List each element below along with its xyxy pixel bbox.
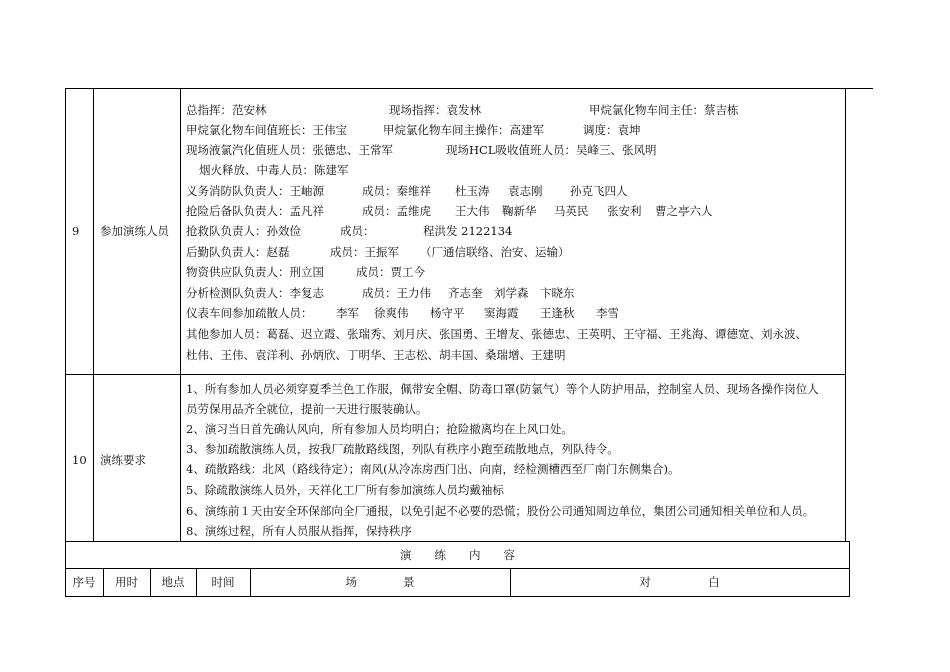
commander: 总指挥：范安林	[186, 103, 267, 117]
rescue-reserve-member-2: 王大伟	[455, 204, 490, 218]
requirement-1a: 1、所有参加人员必须穿夏季兰色工作服，佩带安全帽、防毒口罩(防氯气）等个人防护用品，控制室人员、现场各操作岗位人	[186, 382, 819, 396]
chlorine-duty-staff: 现场液氯汽化值班人员：张德忠、王常军	[186, 143, 393, 157]
content-bottom-border	[65, 596, 850, 597]
instrument-evacuee-3: 杨守平	[430, 306, 465, 320]
analysis-member-2: 齐志奎	[448, 286, 483, 300]
requirement-8: 8、演练过程，所有人员服从指挥，保持秩序	[186, 524, 412, 538]
fire-team-member-3: 袁志刚	[508, 184, 543, 198]
workshop-director: 甲烷氯化物车间主任：蔡吉栋	[589, 103, 739, 117]
header-location: 地点	[161, 575, 185, 589]
requirement-1b: 员劳保用品齐全就位，提前一天进行服装确认。	[186, 402, 428, 416]
header-duration: 用时	[115, 575, 138, 589]
rescue-reserve-member-5: 张安利	[607, 204, 642, 218]
first-aid-members-label: 成员：	[340, 224, 375, 238]
header-scene: 场 景	[345, 575, 415, 589]
other-participants-line-1: 其他参加人员：葛磊、迟立霞、张瑞秀、刘月庆、张国勇、王增友、张德忠、王英明、王守福、王兆海、谭德宽、刘永波、	[186, 327, 807, 341]
other-participants-line-2: 杜伟、王伟、袁洋利、孙炳欣、丁明华、王志松、胡丰国、桑瑞增、王建明	[186, 348, 566, 362]
site-commander: 现场指挥：袁发林	[389, 103, 481, 117]
requirement-3: 3、参加疏散演练人员，按我厂疏散路线图，列队有秩序小跑至疏散地点，列队待令。	[186, 442, 619, 456]
rescue-reserve-member-3: 鞠新华	[502, 204, 537, 218]
outer-left-border	[65, 88, 66, 542]
header-seq: 序号	[72, 575, 96, 589]
row-divider-9-10	[65, 374, 845, 375]
header-dialogue: 对 白	[639, 575, 720, 589]
requirement-5: 5、除疏散演练人员外，天祥化工厂所有参加演练人员均戴袖标	[186, 483, 504, 497]
supply-member: 成员：贾工今	[356, 265, 425, 279]
logistics-leader: 后勤队负责人：赵磊	[186, 245, 290, 259]
instrument-evacuee-4: 窦海霞	[484, 306, 519, 320]
rescue-reserve-member-1: 成员：孟维虎	[362, 204, 431, 218]
fire-team-member-4: 孙克飞四人	[570, 184, 628, 198]
logistics-duties: （厂通信联络、治安、运输）	[420, 245, 570, 259]
row-divider-10-content	[65, 541, 850, 542]
rescue-reserve-member-4: 马英民	[554, 204, 589, 218]
hcl-duty-staff: 现场HCL吸收值班人员：吴峰三、张风明	[446, 143, 657, 157]
instrument-evacuee-1: 李军	[336, 306, 359, 320]
instrument-evacuees-label: 仪表车间参加疏散人员：	[186, 306, 313, 320]
smoke-poison-staff: 烟火释放、中毒人员：陈建军	[199, 163, 349, 177]
rescue-reserve-member-6: 曹之亭六人	[655, 204, 713, 218]
fire-team-member-1: 成员：秦维祥	[362, 184, 431, 198]
dispatcher: 调度：袁坤	[583, 123, 641, 137]
first-aid-member: 程洪发 2122134	[423, 224, 513, 238]
col-divider-2	[180, 88, 181, 542]
fire-team-member-2: 杜玉涛	[455, 184, 490, 198]
first-aid-leader: 抢救队负责人：孙效俭	[186, 224, 301, 238]
analysis-leader: 分析检测队负责人：李复志	[186, 286, 324, 300]
requirement-4: 4、疏散路线：北风（路线待定）；南风(从冷冻房西门出、向南，经检测槽西至厂南门东侧集合)。	[186, 462, 680, 476]
row9-label: 参加演练人员	[100, 224, 169, 238]
logistics-member: 成员：王振军	[330, 245, 399, 259]
fire-team-leader: 义务消防队负责人：王岫源	[186, 184, 324, 198]
row9-number: 9	[72, 224, 80, 238]
shift-leader: 甲烷氯化物车间值班长：王伟宝	[186, 123, 347, 137]
content-title-divider	[65, 568, 850, 569]
header-time: 时间	[211, 575, 235, 589]
top-border	[65, 88, 873, 89]
content-table-title: 演 练 内 容	[400, 548, 515, 562]
col-divider-1	[93, 88, 94, 542]
row10-label: 演练要求	[100, 453, 146, 467]
requirement-2: 2、演习当日首先确认风向，所有参加人员均明白；抢险撤离均在上风口处。	[186, 422, 573, 436]
requirement-6: 6、演练前１天由安全环保部向全厂通报，以免引起不必要的恐慌；股份公司通知周边单位，集团公司通知相关单位和人员。	[186, 504, 815, 518]
instrument-evacuee-2: 徐爽伟	[374, 306, 409, 320]
row10-number: 10	[72, 453, 87, 467]
main-operator: 甲烷氯化物车间主操作：高建军	[383, 123, 544, 137]
supply-leader: 物资供应队负责人：刑立国	[186, 265, 324, 279]
instrument-evacuee-5: 王逢秋	[540, 306, 575, 320]
outer-right-border	[845, 88, 846, 542]
analysis-member-4: 卞晓东	[540, 286, 575, 300]
analysis-member-1: 成员：王力伟	[362, 286, 431, 300]
instrument-evacuee-6: 李雪	[596, 306, 619, 320]
analysis-member-3: 刘学森	[494, 286, 529, 300]
rescue-reserve-leader: 抢险后备队负责人：孟凡祥	[186, 204, 324, 218]
